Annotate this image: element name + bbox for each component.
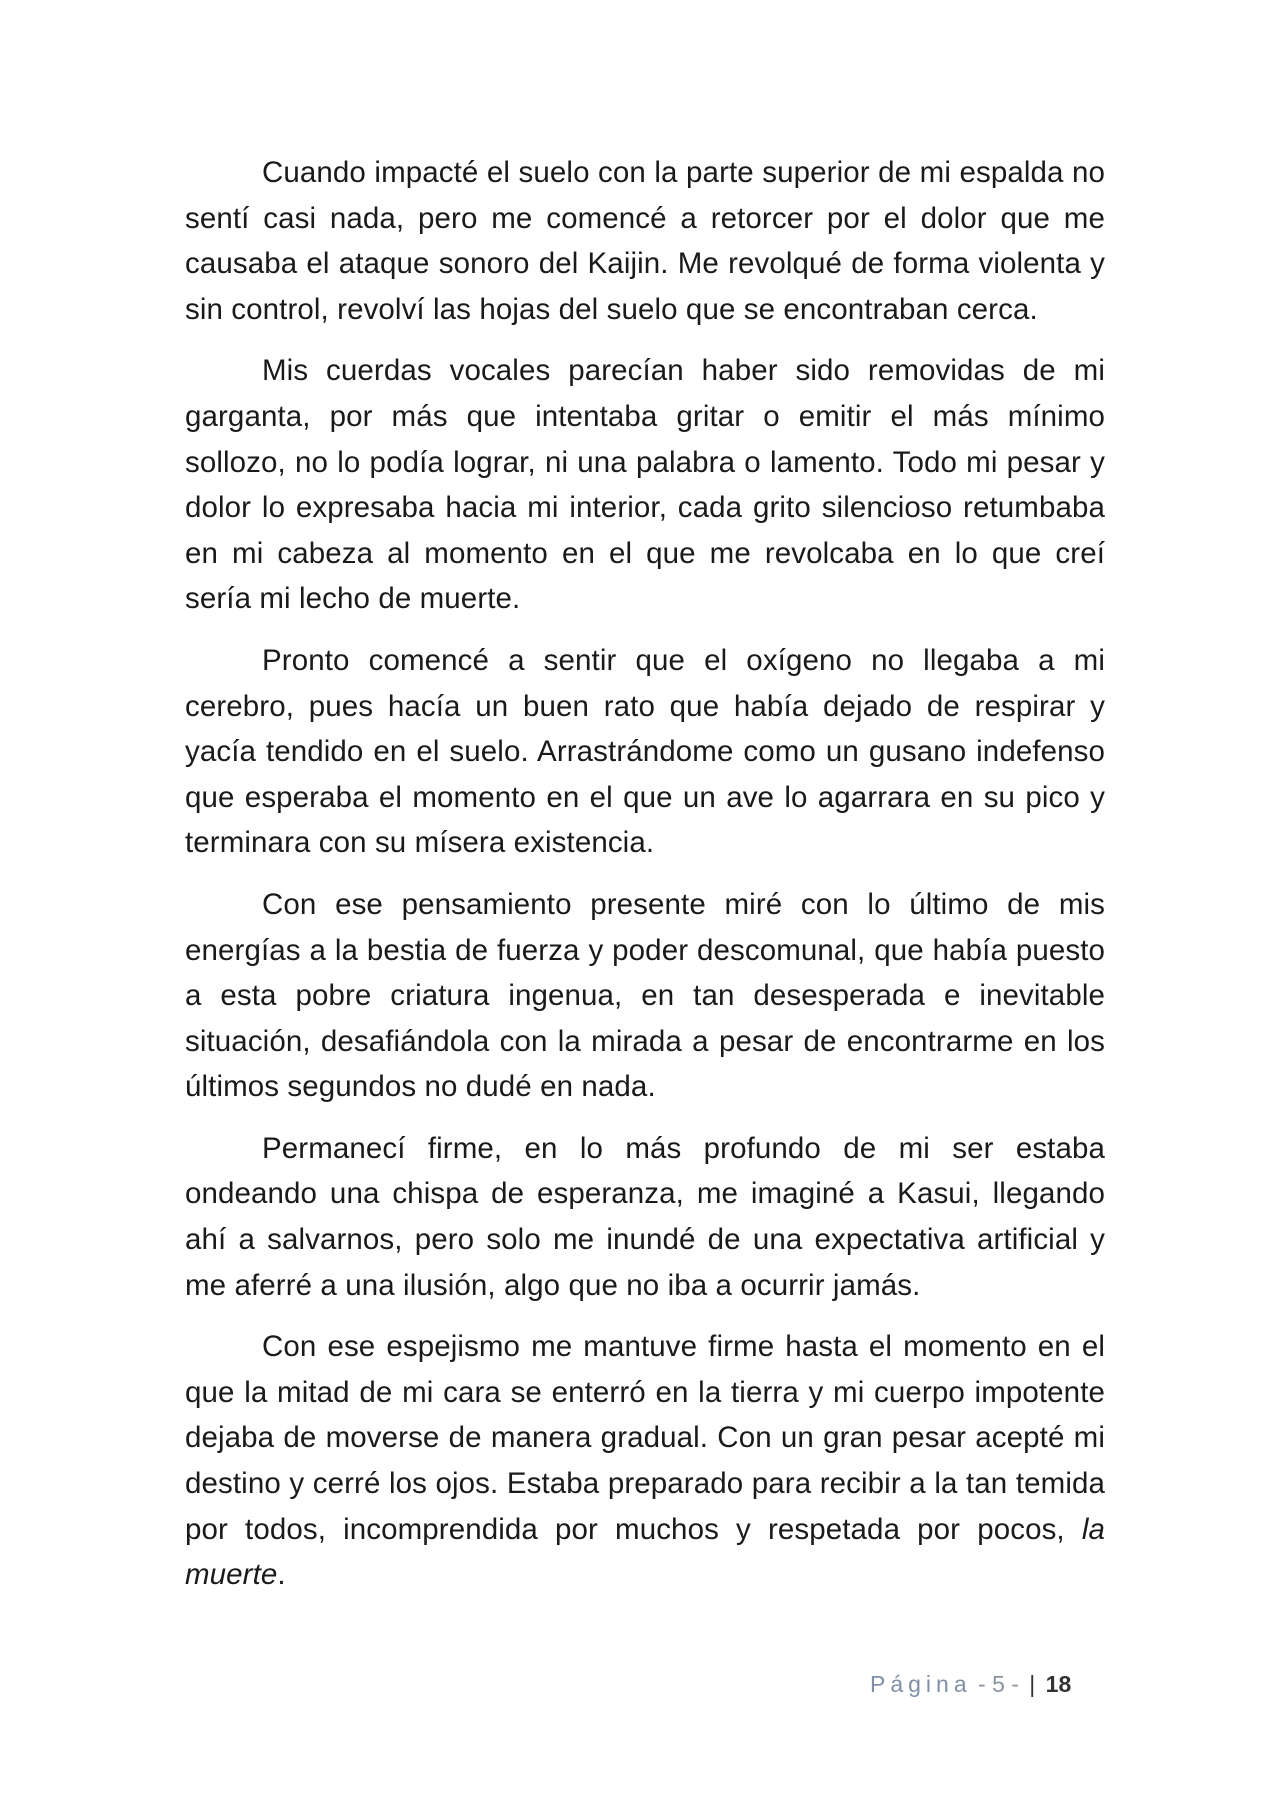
document-page — [185, 150, 1105, 1614]
paragraph-6 — [185, 1324, 1105, 1598]
paragraph-5: Permanecí firme, en lo más profundo de mi ser estaba ondeando una chispa de esperanza, me imaginé a Kasui, llegando ahí a salvarnos, pero solo me inundé de una expectativa artificial y me aferré a una ilusión, algo que no iba a ocurrir jamás. — [185, 1131, 1105, 1302]
footer-page-word: Página — [870, 1671, 972, 1697]
footer-page-number: - 5 - — [978, 1671, 1019, 1697]
paragraph-6-text: Con ese espejismo me mantuve firme hasta el momento en el que la mitad de mi cara se enterró en la tierra y mi cuerpo impotente dejaba de moverse de manera gradual. Con un gran pesar acepté mi destino y cerré los ojos. Estaba preparado para recibir a la tan temida por todos, incomprendida por muchos y respetada por pocos, — [185, 1330, 1105, 1546]
paragraph-6-tail: . — [277, 1558, 286, 1592]
paragraph-2: Mis cuerdas vocales parecían haber sido removidas de mi garganta, por más que intentaba gritar o emitir el más mínimo sollozo, no lo podía lograr, ni una palabra o lamento. Todo mi pesar y dolor lo expresaba hacia mi interior, cada grito silencioso retumbaba en mi cabeza al momento en el que me revolcaba en lo que creí sería mi lecho de muerte. — [185, 354, 1105, 616]
page-footer — [870, 1669, 1071, 1699]
paragraph-1: Cuando impacté el suelo con la parte superior de mi espalda no sentí casi nada, pero me comencé a retorcer por el dolor que me causaba el ataque sonoro del Kaijin. Me revolqué de forma violenta y sin control, revolví las hojas del suelo que se encontraban cerca. — [185, 156, 1105, 326]
paragraph-3: Pronto comencé a sentir que el oxígeno no llegaba a mi cerebro, pues hacía un buen rato que había dejado de respirar y yacía tendido en el suelo. Arrastrándome como un gusano indefenso que esperaba el momento en el que un ave lo agarrara en su pico y terminara con su mísera existencia. — [185, 643, 1105, 860]
paragraph-6-italic: la muerte — [185, 1512, 1105, 1592]
footer-total-pages: 18 — [1045, 1671, 1072, 1697]
footer-separator: | — [1029, 1671, 1036, 1697]
paragraph-4: Con ese pensamiento presente miré con lo último de mis energías a la bestia de fuerza y poder descomunal, que había puesto a esta pobre criatura ingenua, en tan desesperada e inevitable situación, desafiándola con la mirada a pesar de encontrarme en los últimos segundos no dudé en nada. — [185, 887, 1105, 1104]
